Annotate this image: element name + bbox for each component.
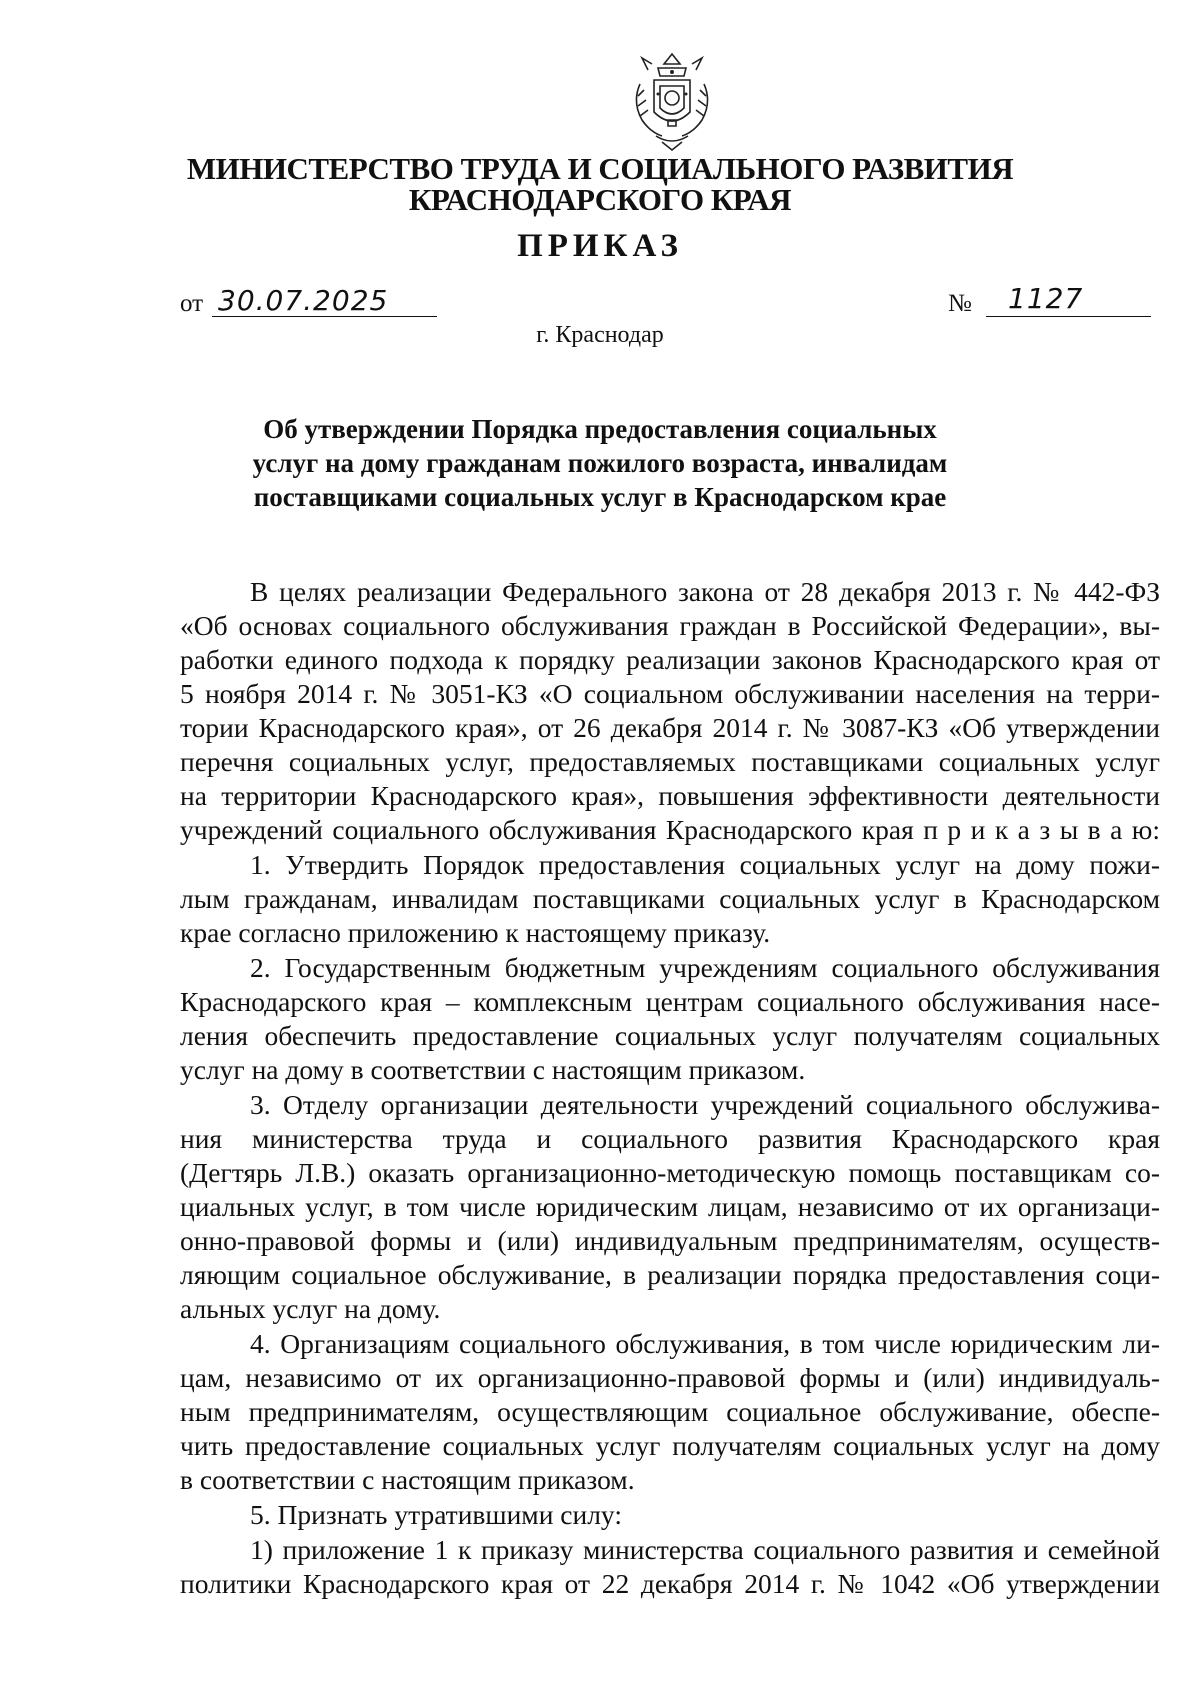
body-line: крае согласно приложению к настоящему приказу.: [180, 917, 771, 948]
body-line: политики Краснодарского края от 22 декабря 2014 г. № 1042 «Об утверждении: [180, 1568, 1160, 1599]
number-label: №: [948, 290, 972, 317]
body-line: лым гражданам, инвалидам поставщиками социальных услуг в Краснодарском: [180, 883, 1160, 914]
body-line: 1) приложение 1 к приказу министерства социального развития и семейной: [250, 1534, 1160, 1565]
subject-line: услуг на дому гражданам пожилого возраста, инвалидам: [252, 448, 948, 478]
body-line: «Об основах социального обслуживания граждан в Российской Федерации», вы-: [180, 610, 1160, 641]
handwritten-number: 1127: [1008, 282, 1084, 315]
body-line: ным предпринимателям, осуществляющим социальное обслуживание, обеспе-: [180, 1396, 1160, 1427]
date-label: от: [180, 290, 204, 317]
body-line: чить предоставление социальных услуг получателям социальных услуг на дому: [180, 1430, 1160, 1461]
body-line: 2. Государственным бюджетным учреждениям социального обслуживания: [250, 952, 1160, 983]
body-line: 1. Утвердить Порядок предоставления социальных услуг на дому пожи-: [250, 849, 1160, 880]
document-type-title: ПРИКАЗ: [517, 228, 683, 264]
body-line: циальных услуг, в том числе юридическим лицам, независимо от их организаци-: [180, 1191, 1160, 1222]
body-line: ния министерства труда и социального развития Краснодарского края: [180, 1123, 1160, 1154]
ministry-name-line1: МИНИСТЕРСТВО ТРУДА И СОЦИАЛЬНОГО РАЗВИТИЯ: [186, 151, 1014, 186]
ministry-name-line2: КРАСНОДАРСКОГО КРАЯ: [408, 182, 792, 217]
body-line: 5 ноября 2014 г. № 3051-КЗ «О социальном обслуживании населения на терри-: [180, 678, 1160, 709]
handwritten-date: 30.07.2025: [218, 284, 389, 317]
body-line: 4. Организациям социального обслуживания, в том числе юридическим ли-: [250, 1328, 1160, 1359]
city-name: г. Краснодар: [536, 322, 664, 348]
body-line: в соответствии с настоящим приказом.: [180, 1464, 635, 1495]
body-line: услуг на дому в соответствии с настоящим приказом.: [180, 1054, 806, 1085]
body-line: ления обеспечить предоставление социальных услуг получателям социальных: [180, 1020, 1160, 1051]
coat-of-arms-icon: [628, 50, 716, 154]
body-line: онно-правовой формы и (или) индивидуальным предпринимателям, осуществ-: [180, 1225, 1160, 1256]
body-line: 5. Признать утратившими силу:: [250, 1499, 622, 1530]
body-line: работки единого подхода к порядку реализации законов Краснодарского края от: [180, 644, 1160, 675]
subject-line: Об утверждении Порядка предоставления социальных: [263, 414, 937, 444]
number-underline: [986, 316, 1151, 317]
body-line: ляющим социальное обслуживание, в реализации порядка предоставления соци-: [180, 1259, 1160, 1290]
body-line: альных услуг на дому.: [180, 1293, 441, 1324]
body-line: перечня социальных услуг, предоставляемых поставщиками социальных услуг: [180, 746, 1160, 777]
body-line: учреждений социального обслуживания Краснодарского края п р и к а з ы в а ю:: [180, 814, 1160, 845]
body-line: тории Краснодарского края», от 26 декабря 2014 г. № 3087-КЗ «Об утверждении: [180, 712, 1160, 743]
body-line: Краснодарского края – комплексным центрам социального обслуживания насе-: [180, 986, 1160, 1017]
body-line: В целях реализации Федерального закона от 28 декабря 2013 г. № 442-ФЗ: [250, 576, 1160, 607]
body-line: 3. Отделу организации деятельности учреждений социального обслужива-: [250, 1089, 1160, 1120]
subject-line: поставщиками социальных услуг в Краснодарском крае: [253, 482, 947, 512]
body-line: на территории Краснодарского края», повышения эффективности деятельности: [180, 780, 1160, 811]
body-line: (Дегтярь Л.В.) оказать организационно-методическую помощь поставщикам со-: [180, 1157, 1160, 1188]
body-line: цам, независимо от их организационно-правовой формы и (или) индивидуаль-: [180, 1362, 1160, 1393]
